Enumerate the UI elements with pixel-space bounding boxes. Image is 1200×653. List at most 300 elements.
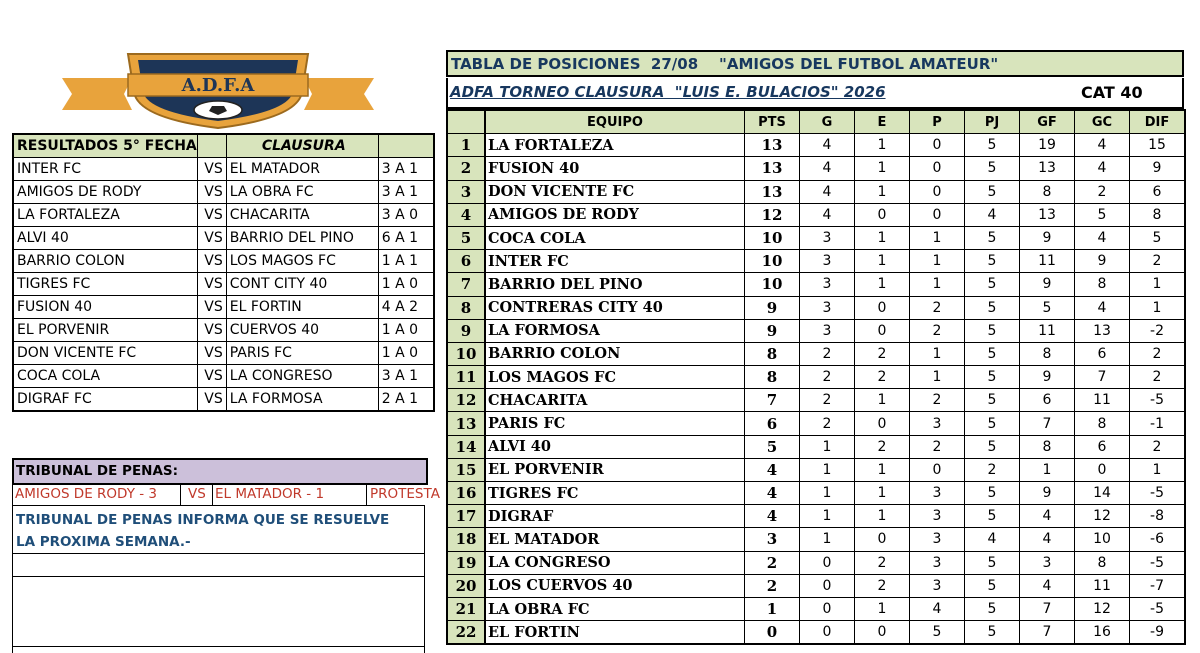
standing-e: 0 [855,528,910,551]
tribunal-case-row [12,483,452,505]
standing-gf: 5 [1020,296,1075,319]
adfa-logo [62,48,374,132]
standing-gc: 4 [1075,226,1130,249]
standing-team: EL MATADOR [485,528,745,551]
standing-g: 4 [800,203,855,226]
standing-gf: 6 [1020,389,1075,412]
standing-g: 3 [800,296,855,319]
standing-p: 1 [910,273,965,296]
standing-gc: 12 [1075,505,1130,528]
col-e: E [855,110,910,134]
standing-position: 6 [447,250,485,273]
standing-gf: 9 [1020,366,1075,389]
standing-gc: 6 [1075,435,1130,458]
standing-gf: 4 [1020,574,1075,597]
standing-e: 1 [855,180,910,203]
standing-position: 19 [447,551,485,574]
standing-position: 15 [447,458,485,481]
standing-pts: 5 [745,435,800,458]
standing-pj: 5 [965,482,1020,505]
standing-row [447,412,1185,435]
standing-gf: 19 [1020,134,1075,157]
standing-pj: 5 [965,505,1020,528]
divider [12,646,425,647]
standing-dif: 2 [1130,435,1186,458]
standing-dif: 6 [1130,180,1186,203]
standing-pj: 5 [965,342,1020,365]
standing-e: 1 [855,505,910,528]
standing-position: 17 [447,505,485,528]
standing-gf: 9 [1020,482,1075,505]
standing-team: BARRIO COLON [485,342,745,365]
col-pts: PTS [745,110,800,134]
result-away-team: EL FORTIN [226,296,378,319]
standing-e: 1 [855,273,910,296]
category-label: CAT 40 [1081,83,1143,102]
result-home-team: INTER FC [13,158,197,181]
standing-e: 1 [855,157,910,180]
standing-row [447,226,1185,249]
standing-row [447,203,1185,226]
logo-text: A.D.F.A [181,75,255,96]
standing-g: 3 [800,319,855,342]
standing-gc: 13 [1075,319,1130,342]
standing-e: 1 [855,482,910,505]
tribunal-message-line2: LA PROXIMA SEMANA.- [16,534,191,550]
standing-pts: 8 [745,366,800,389]
tribunal-status: PROTESTA [370,486,440,502]
result-row [13,319,434,342]
result-away-team: EL MATADOR [226,158,378,181]
standing-pj: 5 [965,551,1020,574]
standing-dif: 1 [1130,458,1186,481]
standing-g: 4 [800,180,855,203]
standing-dif: -8 [1130,505,1186,528]
results-header-row [13,134,434,158]
standing-pts: 10 [745,226,800,249]
tribunal-border-left [12,483,13,653]
standing-team: BARRIO DEL PINO [485,273,745,296]
standing-g: 3 [800,273,855,296]
standing-e: 1 [855,250,910,273]
standing-dif: 9 [1130,157,1186,180]
standing-team: LOS CUERVOS 40 [485,574,745,597]
standing-gf: 7 [1020,597,1075,620]
standing-p: 3 [910,574,965,597]
standing-pj: 5 [965,273,1020,296]
result-vs: VS [197,227,226,250]
standing-gc: 14 [1075,482,1130,505]
result-away-team: LA FORMOSA [226,388,378,412]
standing-pts: 8 [745,342,800,365]
standing-gc: 8 [1075,551,1130,574]
standing-gc: 2 [1075,180,1130,203]
standing-position: 21 [447,597,485,620]
standing-pts: 10 [745,250,800,273]
divider [12,505,425,506]
standing-p: 2 [910,435,965,458]
standing-p: 2 [910,319,965,342]
standing-g: 2 [800,366,855,389]
result-away-team: CUERVOS 40 [226,319,378,342]
divider [12,553,425,554]
standing-team: INTER FC [485,250,745,273]
results-title: RESULTADOS 5° FECHA [13,134,197,158]
standing-dif: -1 [1130,412,1186,435]
standing-pts: 9 [745,319,800,342]
result-row [13,181,434,204]
tribunal-border-right [424,505,425,653]
standings-table [446,109,1186,645]
result-away-team: CHACARITA [226,204,378,227]
standing-p: 3 [910,528,965,551]
standing-team: ALVI 40 [485,435,745,458]
standing-gf: 13 [1020,203,1075,226]
result-home-team: DON VICENTE FC [13,342,197,365]
standing-position: 7 [447,273,485,296]
result-row [13,273,434,296]
result-away-team: PARIS FC [226,342,378,365]
standing-e: 2 [855,366,910,389]
standing-gc: 16 [1075,621,1130,645]
standing-position: 11 [447,366,485,389]
result-score: 1 A 1 [378,250,434,273]
standings-title: TABLA DE POSICIONES 27/08 "AMIGOS DEL FUTBOL AMATEUR" [446,50,1184,77]
standing-p: 2 [910,389,965,412]
standing-gc: 10 [1075,528,1130,551]
standing-pj: 5 [965,435,1020,458]
standing-p: 4 [910,597,965,620]
standing-row [447,273,1185,296]
result-score: 3 A 1 [378,365,434,388]
result-vs: VS [197,181,226,204]
standing-pj: 5 [965,412,1020,435]
standing-position: 2 [447,157,485,180]
col-gf: GF [1020,110,1075,134]
standing-pts: 1 [745,597,800,620]
standing-position: 20 [447,574,485,597]
result-away-team: BARRIO DEL PINO [226,227,378,250]
results-table [12,133,435,412]
standing-pj: 5 [965,180,1020,203]
result-score: 1 A 0 [378,319,434,342]
standing-pts: 7 [745,389,800,412]
divider [180,483,181,505]
standing-pts: 10 [745,273,800,296]
standing-row [447,458,1185,481]
standing-team: PARIS FC [485,412,745,435]
standing-pts: 9 [745,296,800,319]
standing-e: 0 [855,296,910,319]
standing-gc: 6 [1075,342,1130,365]
standing-dif: -5 [1130,389,1186,412]
standing-e: 2 [855,574,910,597]
standing-e: 0 [855,319,910,342]
standing-p: 0 [910,134,965,157]
standing-p: 3 [910,482,965,505]
result-away-team: LA CONGRESO [226,365,378,388]
standing-gf: 7 [1020,621,1075,645]
standing-row [447,574,1185,597]
result-home-team: EL PORVENIR [13,319,197,342]
result-vs: VS [197,250,226,273]
standing-row [447,482,1185,505]
standing-gf: 4 [1020,528,1075,551]
standing-dif: 8 [1130,203,1186,226]
tribunal-message-line1: TRIBUNAL DE PENAS INFORMA QUE SE RESUELVE [16,512,390,528]
standing-g: 0 [800,574,855,597]
standing-e: 1 [855,458,910,481]
standing-g: 0 [800,551,855,574]
tribunal-message [16,509,416,553]
standing-pj: 5 [965,366,1020,389]
standing-position: 3 [447,180,485,203]
standing-team: COCA COLA [485,226,745,249]
tribunal-title: TRIBUNAL DE PENAS: [12,458,428,485]
standing-p: 0 [910,203,965,226]
standing-gf: 3 [1020,551,1075,574]
standing-p: 1 [910,366,965,389]
result-vs: VS [197,296,226,319]
standing-p: 1 [910,250,965,273]
result-row [13,388,434,412]
standing-pj: 5 [965,296,1020,319]
col-pj: PJ [965,110,1020,134]
standing-dif: -5 [1130,551,1186,574]
result-vs: VS [197,319,226,342]
result-score: 1 A 0 [378,273,434,296]
result-home-team: ALVI 40 [13,227,197,250]
standing-dif: 2 [1130,342,1186,365]
result-vs: VS [197,158,226,181]
standing-gf: 1 [1020,458,1075,481]
standing-row [447,319,1185,342]
standing-gc: 0 [1075,458,1130,481]
standing-dif: 2 [1130,366,1186,389]
standing-dif: 5 [1130,226,1186,249]
standing-e: 2 [855,342,910,365]
standing-e: 2 [855,435,910,458]
standing-team: LA OBRA FC [485,597,745,620]
standing-pts: 6 [745,412,800,435]
standing-dif: -6 [1130,528,1186,551]
result-home-team: AMIGOS DE RODY [13,181,197,204]
standing-team: DIGRAF [485,505,745,528]
standing-position: 22 [447,621,485,645]
result-score: 1 A 0 [378,342,434,365]
standing-pts: 2 [745,551,800,574]
result-away-team: CONT CITY 40 [226,273,378,296]
result-row [13,227,434,250]
standing-dif: -9 [1130,621,1186,645]
results-tournament: CLAUSURA [226,134,378,158]
standing-position: 9 [447,319,485,342]
standing-row [447,250,1185,273]
standing-dif: 1 [1130,273,1186,296]
standing-position: 14 [447,435,485,458]
standing-dif: -7 [1130,574,1186,597]
standing-e: 1 [855,134,910,157]
standing-gc: 9 [1075,250,1130,273]
result-home-team: LA FORTALEZA [13,204,197,227]
standing-pj: 5 [965,226,1020,249]
standing-pj: 5 [965,157,1020,180]
standing-row [447,435,1185,458]
divider [12,576,425,577]
standing-team: LOS MAGOS FC [485,366,745,389]
standings-subtitle-bar [446,78,1184,109]
standing-row [447,551,1185,574]
standing-pj: 5 [965,597,1020,620]
standing-g: 3 [800,226,855,249]
standing-position: 12 [447,389,485,412]
standing-e: 0 [855,203,910,226]
standing-e: 1 [855,389,910,412]
standing-pts: 4 [745,505,800,528]
standing-pj: 5 [965,134,1020,157]
standing-p: 5 [910,621,965,645]
result-score: 3 A 1 [378,181,434,204]
standing-position: 4 [447,203,485,226]
standing-gf: 4 [1020,505,1075,528]
standing-team: FUSION 40 [485,157,745,180]
result-home-team: BARRIO COLON [13,250,197,273]
standing-team: EL FORTIN [485,621,745,645]
standing-pts: 13 [745,180,800,203]
standing-gc: 8 [1075,273,1130,296]
result-vs: VS [197,273,226,296]
standing-dif: -5 [1130,597,1186,620]
standing-p: 0 [910,180,965,203]
standing-position: 1 [447,134,485,157]
standing-position: 18 [447,528,485,551]
standing-position: 16 [447,482,485,505]
standing-p: 0 [910,157,965,180]
standing-row [447,157,1185,180]
col-gc: GC [1075,110,1130,134]
result-vs: VS [197,365,226,388]
standing-gc: 11 [1075,389,1130,412]
divider [366,483,367,505]
standing-pj: 5 [965,574,1020,597]
standing-team: LA FORTALEZA [485,134,745,157]
result-vs: VS [197,204,226,227]
standing-pts: 13 [745,157,800,180]
standings-header-row [447,110,1185,134]
standing-dif: 15 [1130,134,1186,157]
result-row [13,158,434,181]
standing-row [447,134,1185,157]
standing-p: 2 [910,296,965,319]
standing-position: 13 [447,412,485,435]
standing-gc: 4 [1075,157,1130,180]
standing-gc: 12 [1075,597,1130,620]
standing-gc: 5 [1075,203,1130,226]
standing-pts: 3 [745,528,800,551]
standing-gc: 4 [1075,134,1130,157]
standing-pts: 0 [745,621,800,645]
col-g: G [800,110,855,134]
standing-dif: 1 [1130,296,1186,319]
standing-row [447,505,1185,528]
result-row [13,365,434,388]
standing-team: CONTRERAS CITY 40 [485,296,745,319]
result-vs: VS [197,342,226,365]
standing-e: 0 [855,412,910,435]
standing-g: 4 [800,157,855,180]
result-score: 4 A 2 [378,296,434,319]
standing-e: 0 [855,621,910,645]
standing-team: DON VICENTE FC [485,180,745,203]
tribunal-team1: AMIGOS DE RODY - 3 [15,486,157,502]
standing-p: 3 [910,505,965,528]
standing-gf: 11 [1020,250,1075,273]
tribunal-team2: EL MATADOR - 1 [215,486,325,502]
divider [212,483,213,505]
result-row [13,342,434,365]
standing-g: 2 [800,389,855,412]
standing-p: 1 [910,226,965,249]
result-home-team: DIGRAF FC [13,388,197,412]
standing-g: 4 [800,134,855,157]
standing-gf: 9 [1020,226,1075,249]
standing-position: 10 [447,342,485,365]
standing-g: 1 [800,435,855,458]
standing-team: LA CONGRESO [485,551,745,574]
result-score: 3 A 0 [378,204,434,227]
standing-row [447,528,1185,551]
tribunal-vs: VS [188,486,206,502]
standing-p: 3 [910,412,965,435]
standing-pts: 13 [745,134,800,157]
standing-pj: 5 [965,319,1020,342]
standing-pts: 4 [745,458,800,481]
standing-position: 5 [447,226,485,249]
standing-e: 1 [855,226,910,249]
result-home-team: COCA COLA [13,365,197,388]
result-row [13,296,434,319]
standing-gf: 7 [1020,412,1075,435]
col-equipo: EQUIPO [485,110,745,134]
standing-gc: 8 [1075,412,1130,435]
standing-pj: 5 [965,389,1020,412]
standing-team: EL PORVENIR [485,458,745,481]
standing-g: 2 [800,342,855,365]
standing-g: 2 [800,412,855,435]
standing-pj: 5 [965,250,1020,273]
result-row [13,250,434,273]
standing-g: 0 [800,621,855,645]
standing-gf: 11 [1020,319,1075,342]
result-home-team: FUSION 40 [13,296,197,319]
standing-row [447,342,1185,365]
standing-gc: 7 [1075,366,1130,389]
col-dif: DIF [1130,110,1186,134]
result-away-team: LOS MAGOS FC [226,250,378,273]
standing-gf: 8 [1020,180,1075,203]
standing-dif: -5 [1130,482,1186,505]
standing-gc: 11 [1075,574,1130,597]
standing-row [447,180,1185,203]
standing-pj: 4 [965,203,1020,226]
result-score: 3 A 1 [378,158,434,181]
standing-row [447,597,1185,620]
standing-g: 0 [800,597,855,620]
result-home-team: TIGRES FC [13,273,197,296]
result-vs: VS [197,388,226,412]
standing-dif: 2 [1130,250,1186,273]
standing-gf: 13 [1020,157,1075,180]
